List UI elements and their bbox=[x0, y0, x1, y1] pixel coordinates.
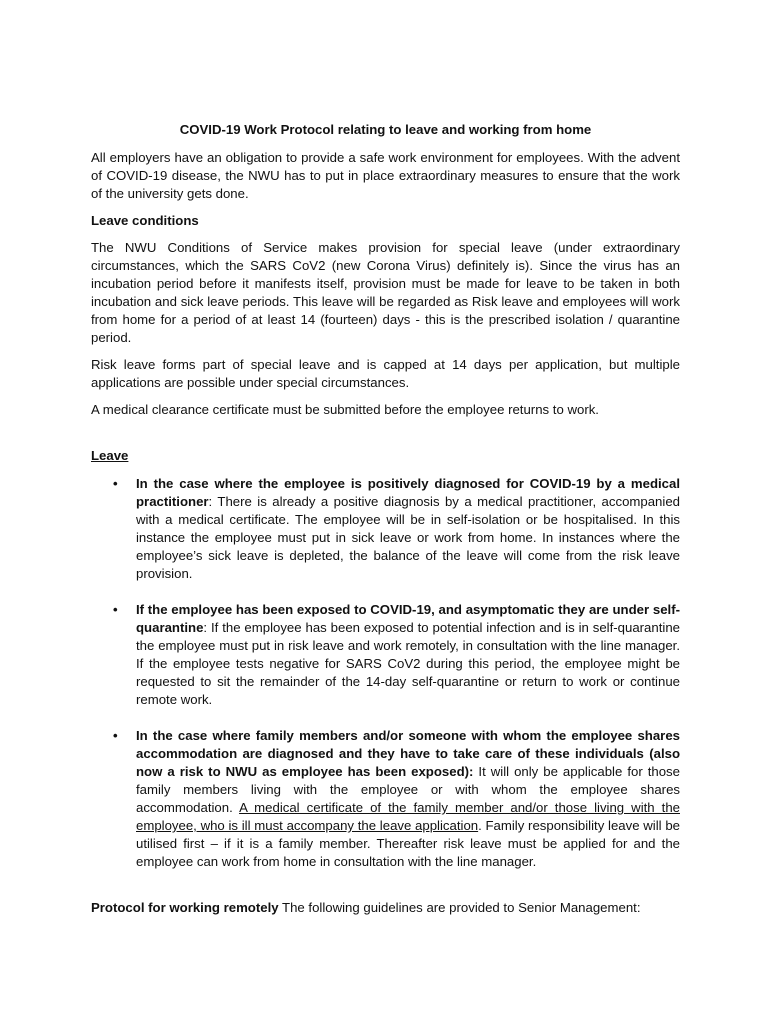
protocol-paragraph bbox=[91, 899, 680, 917]
leave-bullet-list bbox=[91, 475, 680, 871]
leave-conditions-paragraph-1: The NWU Conditions of Service makes provision for special leave (under extraordinary circumstances, which the SARS CoV2 (new Corona Virus) definitely is). Since the virus has an incubation period before it manifests itself, provision must be made for leave to be taken in both incubation and sick leave periods. This leave will be regarded as Risk leave and employees will work from home for a period of at least 14 (fourteen) days - this is the prescribed isolation / quarantine period. bbox=[91, 240, 680, 345]
bullet-icon: • bbox=[113, 602, 118, 617]
leave-item-lead: If the employee has been exposed to COVID-19, and asymptomatic they are under self-quarantine bbox=[136, 602, 680, 635]
leave-item-underlined-text: A medical certificate of the family member and/or those living with the employee, who is ill must accompany the leave application bbox=[136, 800, 680, 833]
leave-heading: Leave bbox=[91, 448, 129, 463]
leave-item-text: It will only be applicable for those family members living with the employee or with whom the employee shares accommodation. bbox=[136, 764, 680, 815]
leave-item-lead: In the case where family members and/or someone with whom the employee shares accommodation are diagnosed and they have to take care of these individuals (also now a risk to NWU as employee has been exposed): bbox=[136, 728, 680, 779]
leave-conditions-paragraph-3: A medical clearance certificate must be submitted before the employee returns to work. bbox=[91, 402, 599, 417]
leave-item-text: : There is already a positive diagnosis by a medical practitioner, accompanied with a medical certificate. The employee will be in self-isolation or be hospitalised. In this instance the employee must put in sick leave or work from home. In instances where the employee’s sick leave is depleted, the balance of the leave will come from the risk leave provision. bbox=[136, 494, 680, 581]
bullet-icon: • bbox=[113, 476, 118, 491]
document-title: COVID-19 Work Protocol relating to leave and working from home bbox=[179, 122, 592, 137]
leave-item-exposed-self-quarantine bbox=[91, 601, 680, 709]
leave-item-lead: In the case where the employee is positively diagnosed for COVID-19 by a medical practitioner bbox=[136, 476, 680, 509]
protocol-text: The following guidelines are provided to Senior Management: bbox=[278, 900, 641, 915]
protocol-heading: Protocol for working remotely bbox=[91, 900, 279, 915]
intro-paragraph: All employers have an obligation to provide a safe work environment for employees. With the advent of COVID-19 disease, the NWU has to put in place extraordinary measures to ensure that the work of the university gets done. bbox=[91, 150, 680, 201]
leave-item-family-members bbox=[91, 727, 680, 871]
leave-conditions-heading: Leave conditions bbox=[91, 213, 199, 228]
document-body bbox=[91, 121, 680, 926]
leave-item-text: : If the employee has been exposed to potential infection and is in self-quarantine the employee must put in risk leave and work remotely, in consultation with the line manager. If the employee tests negative for SARS CoV2 during this period, the employee might be requested to sit the remainder of the 14-day self-quarantine or return to work or continue remote work. bbox=[136, 620, 680, 707]
leave-item-positive-diagnosis bbox=[91, 475, 680, 583]
bullet-icon: • bbox=[113, 728, 118, 743]
leave-item-text-after: . Family responsibility leave will be utilised first – if it is a family member. Thereafter risk leave must be applied for and the employee can work from home in consultation with the line manager. bbox=[136, 818, 680, 869]
leave-conditions-paragraph-2: Risk leave forms part of special leave and is capped at 14 days per application, but multiple applications are possible under special circumstances. bbox=[91, 357, 680, 390]
